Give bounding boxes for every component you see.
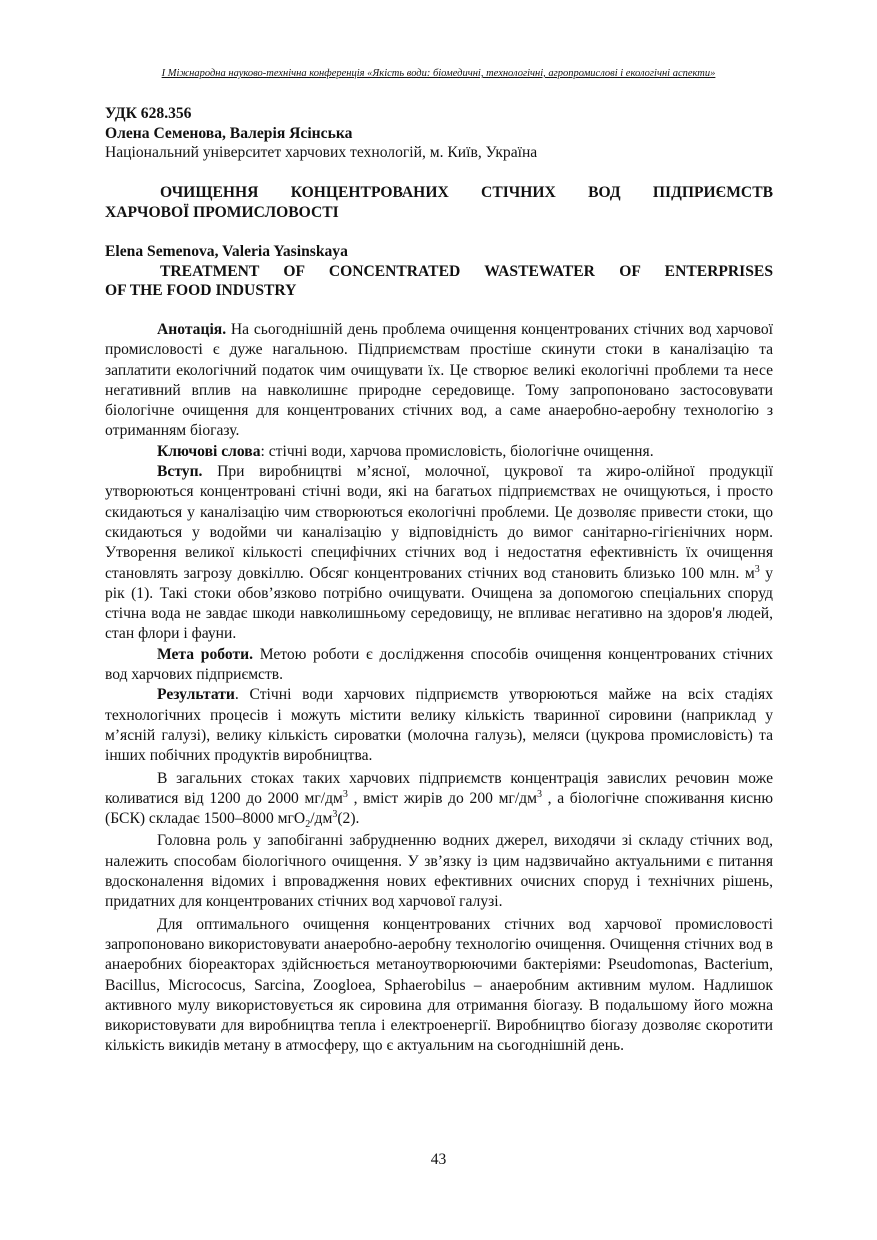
abstract-text: На сьогоднішній день проблема очищення концентрованих стічних вод харчової промисловості є дуже нагальною. Підприємствам простіше скинути стоки в каналізацію та заплатити екологічний податок чим очищувати їх. Це створює великі екологічні проблеми та несе негативний вплив на навколишнє природне середовище. Тому запропоновано застосовувати біологічне очищення для концентрованих стічних вод, а саме анаеробно-аеробну технологію з отриманням біогазу.: [105, 321, 773, 440]
goal-label: Мета роботи.: [157, 645, 253, 663]
concentration-text-5: (2).: [337, 810, 360, 828]
concentration-paragraph: [105, 769, 773, 830]
title-en-line1: TREATMENT OF CONCENTRATED WASTEWATER OF ENTERPRISES: [160, 262, 773, 280]
goal-text: Метою роботи є дослідження способів очищення концентрованих стічних вод харчових підприємств.: [105, 645, 773, 684]
title-ua: [105, 183, 773, 222]
intro-paragraph: [105, 462, 773, 645]
abstract-paragraph: [105, 320, 773, 442]
concentration-text-1: В загальних стоках таких харчових підприємств концентрація завислих речовин може коливатися від 1200 до 2000 мг/дм: [105, 769, 773, 807]
running-header: І Міжнародна науково-технічна конференція «Якість води: біомедичні, технологічні, агропромислові і екологічні аспекти»: [161, 68, 716, 79]
concentration-sub-1: 2: [305, 819, 311, 831]
keywords-paragraph: [105, 442, 773, 462]
title-ua-line1: ОЧИЩЕННЯ КОНЦЕНТРОВАНИХ СТІЧНИХ ВОД ПІДПРИЄМСТВ: [160, 184, 773, 201]
method-paragraph: Для оптимального очищення концентрованих стічних вод харчової промисловості запропоновано використовувати анаеробно-аеробну технологію очищення. Очищення стічних вод в анаеробних біореакторах здійснюється метаноутворюючими бактеріями: Pseudomonas, Bacterium, Bacillus, Micrococus, Sarcina, Zoogloea, Sphaerobilus – анаеробним активним мулом. Надлишок активного мулу використовується як сировина для отримання біогазу. В подальшому його можна використовувати для виробництва тепла і електроенергії. Виробництво біогазу дозволяє скоротити кількість викидів метану в атмосферу, що є актуальним на сьогоднішній день.: [105, 915, 773, 1055]
page-number: 43: [430, 1151, 447, 1168]
authors-ua: Олена Семенова, Валерія Ясінська: [105, 124, 353, 142]
authors-en: Elena Semenova, Valeria Yasinskaya: [105, 243, 348, 260]
title-en-line2: OF THE FOOD INDUSTRY: [105, 282, 297, 299]
concentration-text-4: /дм: [310, 810, 333, 828]
intro-text-a: При виробництві м’ясної, молочної, цукрової та жиро-олійної продукції утворюються концентровані стічні води, які на багатьох підприємствах не очищуються, і просто скидаються у каналізацію чим створюються екологічні проблеми. Це дозволяє привести стоки, що скидаються у водойми чи каналізацію у відповідність до вимог санітарно-гігієнічних норм. Утворення великої кількості специфічних стічних вод і недостатня ефективність їх очищення становлять загрозу довкіллю. Обсяг концентрованих стічних вод становить близько 100 млн. м: [105, 463, 773, 582]
goal-paragraph: [105, 645, 773, 686]
article-body: [105, 320, 773, 1057]
udk-code: УДК 628.356: [105, 105, 192, 122]
concentration-text-2: , вміст жирів до 200 мг/дм: [347, 789, 537, 807]
keywords-label: Ключові слова: [157, 442, 261, 460]
concentration-sup-1: 3: [342, 788, 348, 800]
results-paragraph: [105, 685, 773, 766]
title-en: [105, 242, 773, 301]
results-text: . Стічні води харчових підприємств утворюються майже на всіх стадіях технологічних процесів і можуть містити велику кількість тваринної сировини (наприклад у м’ясній галузі), велику кількість сироватки (молочна галузь), меляси (цукрова промисловість) та інших побічних продуктів виробництва.: [105, 686, 773, 765]
abstract-label: Анотація.: [157, 321, 227, 338]
intro-superscript: 3: [754, 563, 760, 575]
role-paragraph: Головна роль у запобіганні забрудненню водних джерел, виходячи зі складу стічних вод, належить способам біологічного очищення. У зв’язку із цим надзвичайно актуальними є питання вдосконалення відомих і впровадження нових ефективних очисних споруд і технічних рішень, придатних для концентрованих стічних вод харчової галузі.: [105, 832, 773, 911]
results-label: Результати: [157, 686, 235, 704]
concentration-text-3: , а біологічне споживання кисню (БСК) складає 1500–8000 мгО: [105, 789, 773, 828]
title-ua-line2: ХАРЧОВОЇ ПРОМИСЛОВОСТІ: [105, 203, 339, 221]
article-meta: [105, 104, 773, 163]
intro-text-b: у рік (1). Такі стоки обов’язково потрібно очищувати. Очищена за допомогою спеціальних споруд стічна вода не завдає шкоди навколишньому середовищу, не впливає негативно на здоров'я людей, стан флори і фауни.: [105, 564, 773, 643]
keywords-text: : стічні води, харчова промисловість, біологічне очищення.: [260, 442, 654, 460]
concentration-sup-2: 3: [536, 788, 542, 800]
intro-label: Вступ.: [157, 463, 203, 481]
concentration-sup-3: 3: [332, 808, 338, 820]
affiliation: Національний університет харчових технологій, м. Київ, Україна: [105, 144, 538, 161]
